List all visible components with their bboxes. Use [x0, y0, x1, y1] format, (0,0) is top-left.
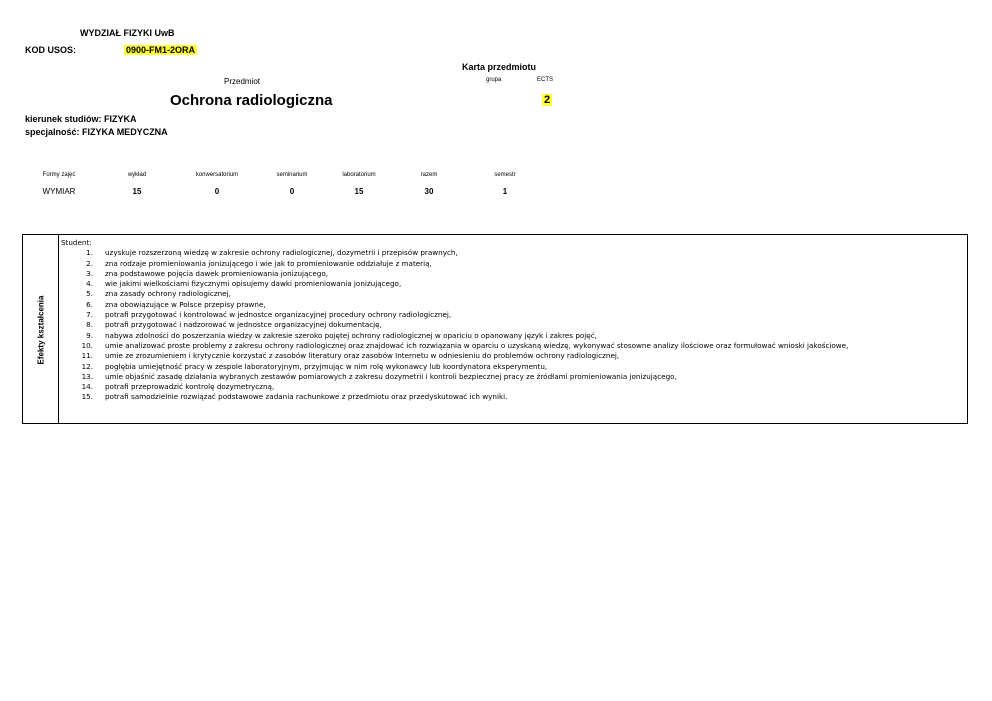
outcome-item: [61, 362, 848, 372]
learning-outcomes-list: [61, 238, 848, 403]
study-field: kierunek studiów: FIZYKA: [25, 114, 137, 124]
hours-header-laboratory: laboratorium: [342, 172, 376, 178]
hours-header-semester: semestr: [494, 172, 516, 178]
learning-outcomes-side: [23, 235, 59, 423]
hours-header-seminar: seminarium: [276, 172, 308, 178]
outcome-text: potrafi przeprowadzić kontrolę dozymetryczną,: [105, 382, 275, 392]
outcome-text: umie analizować proste problemy z zakresu ochrony radiologicznej oraz znajdować ich rozwiązania w oparciu o uzyskaną wiedzę, wykonywać stosowne analizy ilościowe oraz formułować wnioski jakościowe,: [105, 340, 849, 350]
outcome-text: pogłębia umiejętność pracy w zespole laboratoryjnym, przyjmując w nim rolę wykonawcy lub koordynatora eksperymentu,: [105, 361, 548, 371]
ects-label: ECTS: [537, 77, 554, 83]
outcome-number: 10.: [81, 340, 93, 350]
outcome-item: [61, 392, 848, 402]
hours-row-label: WYMIAR: [42, 187, 76, 196]
outcome-item: [61, 259, 848, 269]
outcome-text: umie objaśnić zasadę działania wybranych zestawów pomiarowych z zakresu dozymetrii i kontroli bezpiecznej pracy ze źródłami promieniowania jonizującego,: [105, 371, 677, 381]
usos-code-label: KOD USOS:: [25, 45, 77, 55]
outcome-number: 13.: [81, 371, 93, 381]
learning-outcomes-label: Efekty kształcenia: [36, 295, 46, 365]
outcome-item: [61, 382, 848, 392]
outcome-item: [61, 320, 848, 330]
usos-code-value: 0900-FM1-2ORA: [126, 45, 196, 55]
outcome-item: [61, 279, 848, 289]
outcome-item: [61, 269, 848, 279]
outcome-item: [61, 331, 848, 341]
outcome-number: 6.: [86, 299, 93, 309]
outcome-number: 2.: [86, 258, 93, 268]
outcome-number: 4.: [86, 279, 93, 289]
outcome-text: zna obowiązujące w Polsce przepisy prawne,: [105, 299, 266, 309]
outcome-number: 3.: [86, 268, 93, 278]
outcome-text: wie jakimi wielkościami fizycznymi opisujemy dawki promieniowania jonizującego,: [105, 279, 402, 289]
outcome-number: 1.: [86, 248, 93, 258]
hours-header-conversatory: konwersatorium: [195, 172, 239, 178]
hours-value-lecture: 15: [132, 187, 142, 196]
outcome-item: [61, 341, 848, 351]
outcome-item: [61, 248, 848, 258]
hours-value-conversatory: 0: [214, 187, 220, 196]
outcome-item: [61, 289, 848, 299]
student-label: Student:: [61, 238, 92, 247]
outcome-text: zna podstawowe pojęcia dawek promieniowania jonizującego,: [105, 268, 329, 278]
subject-label: Przedmiot: [224, 77, 261, 86]
hours-header-lecture: wykład: [127, 172, 147, 178]
outcome-number: 15.: [81, 392, 93, 402]
outcome-number: 12.: [81, 361, 93, 371]
outcome-text: potrafi samodzielnie rozwiązać podstawowe zadania rachunkowe z przedmiotu oraz przedyskutować ich wyniki.: [105, 392, 508, 402]
outcome-number: 14.: [81, 382, 93, 392]
faculty-name: WYDZIAŁ FIZYKI UwB: [80, 28, 175, 38]
hours-value-total: 30: [424, 187, 434, 196]
outcome-number: 8.: [86, 320, 93, 330]
outcome-item: [61, 351, 848, 361]
outcome-text: zna zasady ochrony radiologicznej,: [105, 289, 231, 299]
card-title: Karta przedmiotu: [462, 62, 537, 72]
hours-header-total: razem: [420, 172, 438, 178]
hours-value-seminar: 0: [289, 187, 295, 196]
course-name: Ochrona radiologiczna: [170, 92, 333, 109]
outcome-text: zna rodzaje promieniowania jonizującego i wie jak to promieniowanie oddziałuje z materią,: [105, 258, 432, 268]
outcome-text: uzyskuje rozszerzoną wiedzę w zakresie ochrony radiologicznej, dozymetrii i przepisów prawnych,: [105, 248, 458, 258]
outcome-number: 11.: [81, 351, 93, 361]
hours-header-forms: Formy zajęć: [42, 172, 76, 178]
outcome-text: nabywa zdolności do poszerzania wiedzy w zakresie szeroko pojętej ochrony radiologicznej w opariciu o opanowany język i zakres pojęć,: [105, 330, 597, 340]
outcome-number: 9.: [86, 330, 93, 340]
outcome-item: [61, 310, 848, 320]
outcome-text: umie ze zrozumieniem i krytycznie korzystać z zasobów literatury oraz zasobów Internetu w odniesieniu do problemów ochrony radiologicznej,: [105, 351, 620, 361]
hours-value-semester: 1: [502, 187, 508, 196]
ects-value: 2: [544, 94, 551, 106]
outcome-number: 7.: [86, 310, 93, 320]
outcome-item: [61, 372, 848, 382]
outcome-text: potrafi przygotować i kontrolować w jednostce organizacyjnej procedury ochrony radiologicznej,: [105, 310, 452, 320]
grupa-label: grupa: [486, 77, 502, 83]
outcome-text: potrafi przygotować i nadzorować w jednostce organizacyjnej dokumentację,: [105, 320, 382, 330]
outcome-item: [61, 300, 848, 310]
hours-value-laboratory: 15: [354, 187, 364, 196]
outcome-number: 5.: [86, 289, 93, 299]
specialization: specjalność: FIZYKA MEDYCZNA: [25, 127, 168, 137]
learning-outcomes-box: [22, 234, 968, 424]
